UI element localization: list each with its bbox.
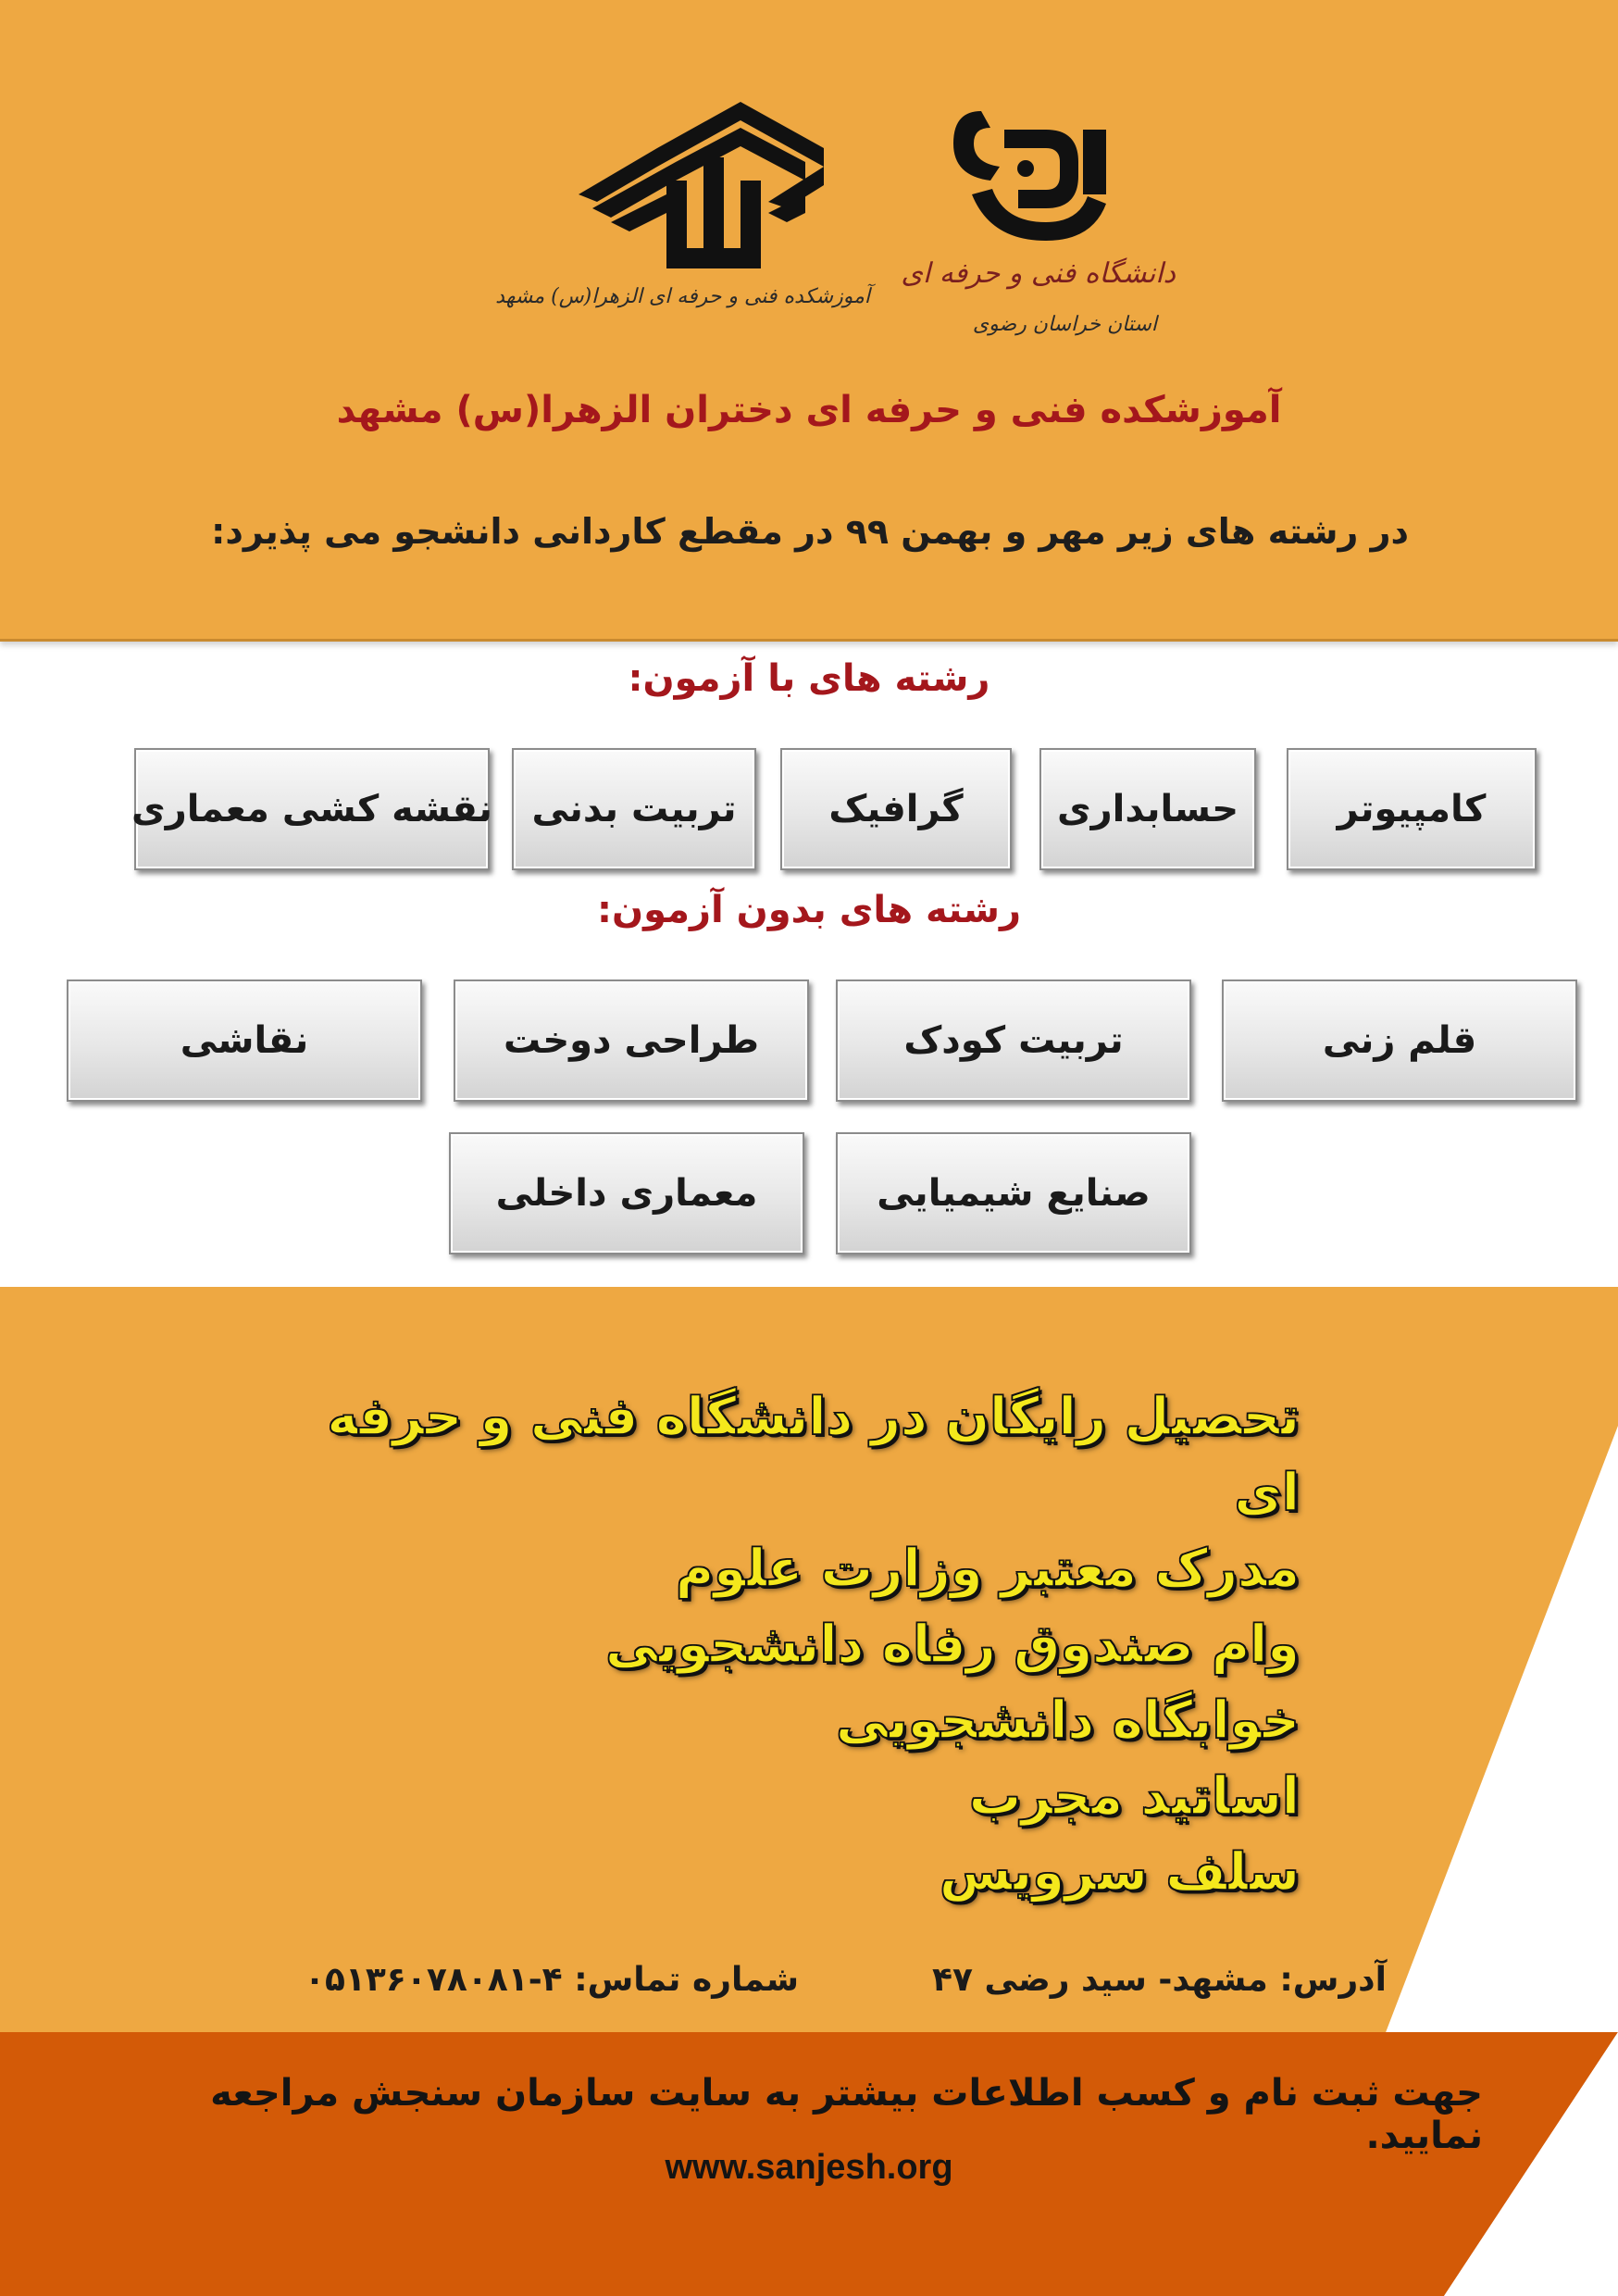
field-button-chemical-industries[interactable]: صنایع شیمیایی: [836, 1132, 1191, 1254]
field-button-graphic[interactable]: گرافیک: [780, 748, 1012, 870]
field-button-child-care[interactable]: تربیت کودک: [836, 980, 1191, 1102]
with-exam-title: رشته های با آزمون:: [628, 657, 990, 700]
benefit-item: مدرک معتبر وزارت علوم: [676, 1539, 1300, 1599]
field-button-computer[interactable]: کامپیوتر: [1287, 748, 1537, 870]
benefit-item: تحصیل رایگان در دانشگاه فنی و حرفه ای: [327, 1387, 1300, 1523]
alzahra-logo-mark-icon: [555, 93, 870, 296]
without-exam-title: رشته های بدون آزمون:: [597, 889, 1021, 931]
website-link[interactable]: www.sanjesh.org: [665, 2148, 953, 2187]
benefit-item: وام صندوق رفاه دانشجویی: [605, 1615, 1300, 1675]
field-button-accounting[interactable]: حسابداری: [1039, 748, 1256, 870]
benefit-item: سلف سرویس: [939, 1842, 1300, 1903]
field-button-physical-education[interactable]: تربیت بدنی: [512, 748, 756, 870]
tvu-logo-mark-icon: [916, 93, 1194, 259]
tvu-logo-caption-line1: دانشگاه فنی و حرفه ای: [901, 257, 1176, 290]
field-button-painting[interactable]: نقاشی: [67, 980, 422, 1102]
tvu-logo-caption-line2: استان خراسان رضوی: [972, 313, 1157, 336]
field-button-interior-architecture[interactable]: معماری داخلی: [449, 1132, 804, 1254]
field-button-engraving[interactable]: قلم زنی: [1222, 980, 1577, 1102]
alzahra-logo-caption: آموزشکده فنی و حرفه ای الزهرا(س) مشهد: [495, 285, 870, 308]
benefit-item: خوابگاه دانشجویی: [836, 1691, 1300, 1751]
intro-text: در رشته های زیر مهر و بهمن ۹۹ در مقطع کاردانی دانشجو می پذیرد:: [211, 511, 1409, 552]
alzahra-logo: [495, 93, 870, 333]
institute-title: آموزشکده فنی و حرفه ای دختران الزهرا(س) مشهد: [336, 389, 1282, 431]
field-button-sewing-design[interactable]: طراحی دوخت: [454, 980, 809, 1102]
benefit-item: اساتید مجرب: [968, 1766, 1300, 1827]
tvu-logo: [901, 93, 1194, 361]
phone-text: شماره تماس: ۴-۰۵۱۳۶۰۷۸۰۸۱: [305, 1961, 799, 1999]
register-text: جهت ثبت نام و کسب اطلاعات بیشتر به سایت سازمان سنجش مراجعه نمایید.: [210, 2072, 1483, 2157]
address-text: آدرس: مشهد- سید رضی ۴۷: [932, 1961, 1387, 1999]
field-button-architectural-drafting[interactable]: نقشه کشی معماری: [134, 748, 490, 870]
benefits-list: [281, 1379, 1300, 1911]
